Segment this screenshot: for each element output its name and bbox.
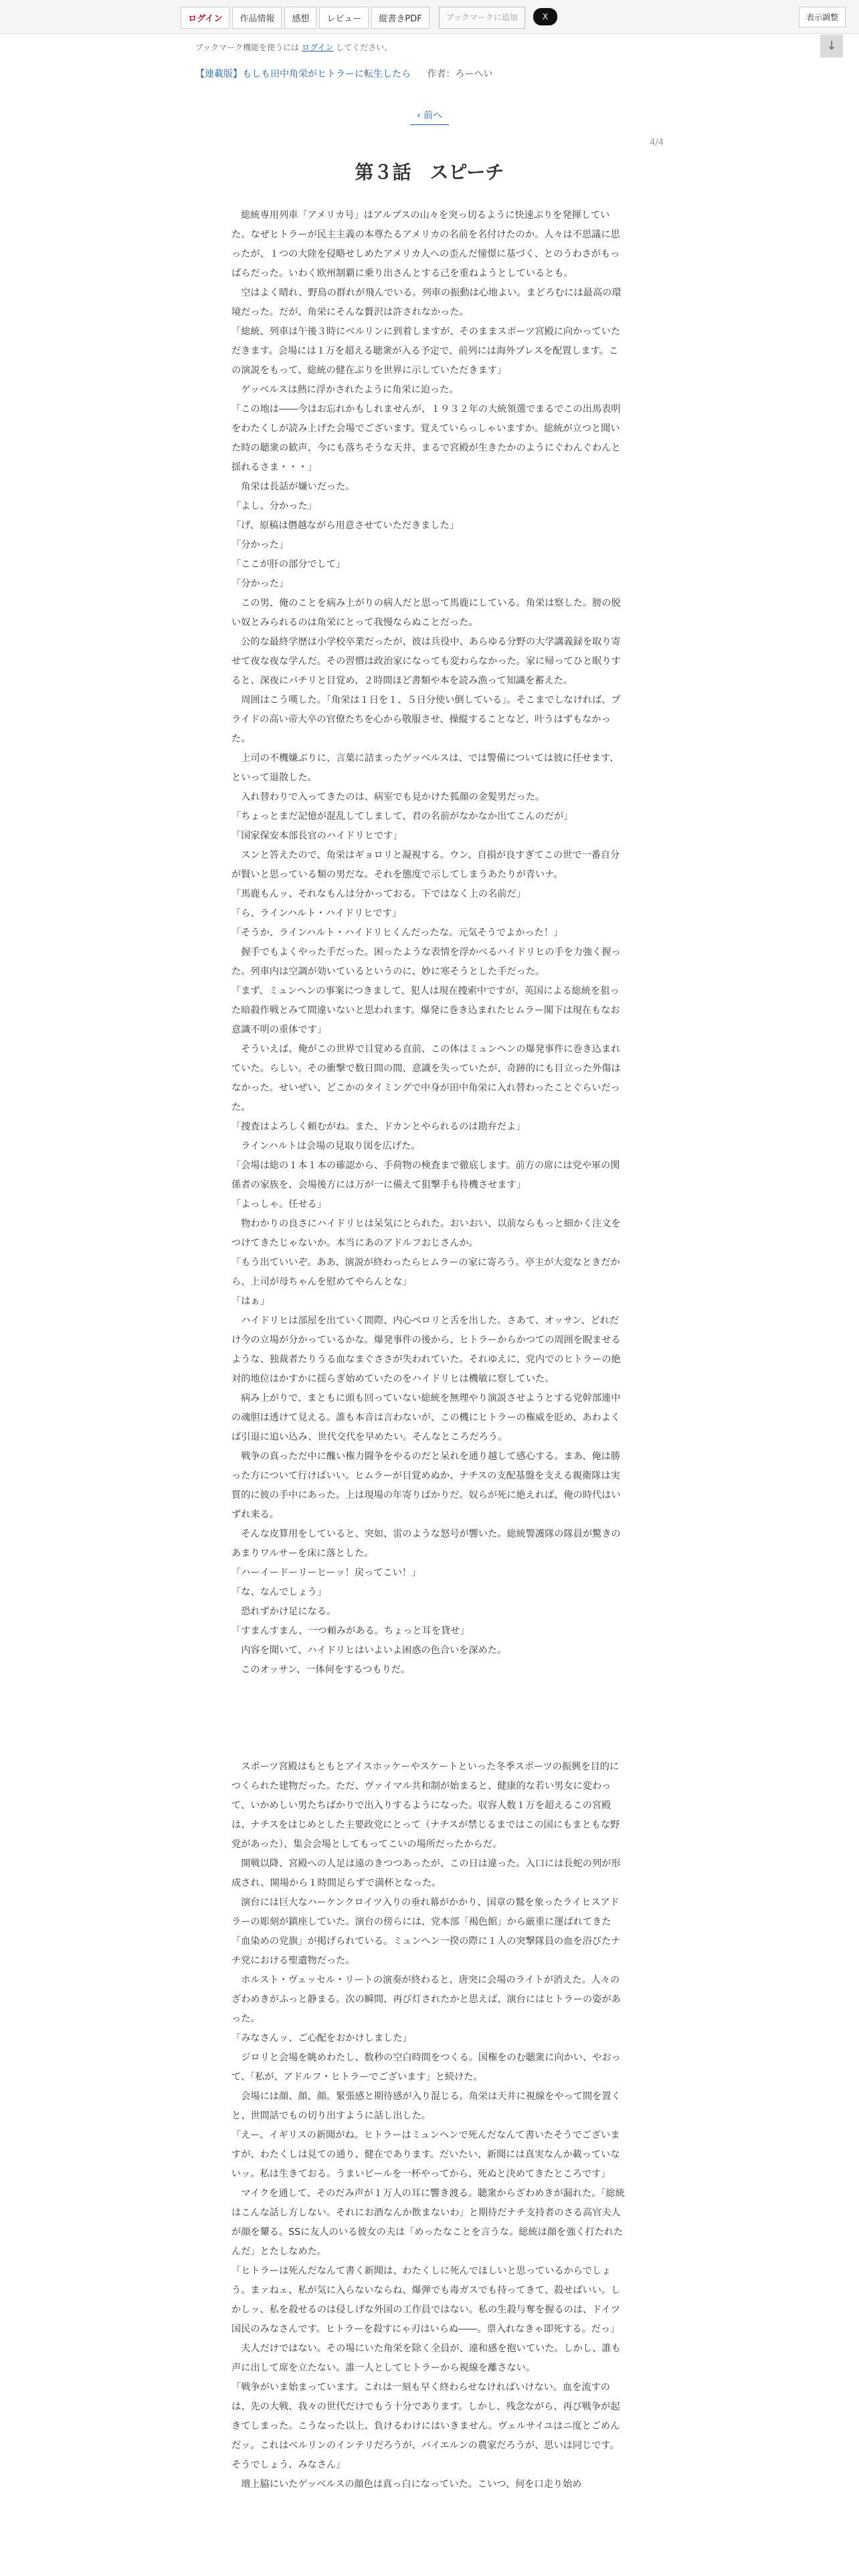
header-nav bbox=[181, 7, 557, 29]
feedback-link[interactable]: 感想 bbox=[284, 7, 316, 29]
body-paragraph: ホルスト・ヴェッセル・リートの演奏が終わると、唐突に会場のライトが消えた。人々のざわめきがふっと静まる。次の瞬間、再び灯されたかと思えば、演台にはヒトラーの姿があった。 bbox=[231, 1975, 621, 2024]
body-paragraph: ハイドリヒは部屋を出ていく間際、内心ペロリと舌を出した。さあて、オッサン、どれだけ今の立場が分かっているかな。爆発事件の後から、ヒトラーからかつての周囲を睨ませるような、独裁者たりうる血なまぐささが失われていた。それゆえに、党内でのヒトラーの絶対的地位はかすかに揺らぎ始めていたのをハイドリヒは機敏に察していた。 bbox=[231, 1315, 621, 1384]
prev-nav bbox=[0, 108, 859, 125]
body-paragraph: 「そうか、ラインハルト・ハイドリヒくんだったな。元気そうでよかった！」 bbox=[231, 928, 563, 938]
body-paragraph: 「ちょっとまだ記憶が混乱してしまして、君の名前がなかなか出てこんのだが」 bbox=[231, 811, 573, 822]
body-paragraph: マイクを通して、そのだみ声が１万人の耳に響き渡る。聴衆からざわめきが漏れた。「総統はこんな話し方しない。それにお酒なんか飲まないわ」と期待だナチ支持者のさる高官夫人が顔を顰る。SSに友人のいる彼女の夫は「めったなことを言うな。総統は顔を強く打たれたんだ」とたしなめた。 bbox=[231, 2188, 625, 2257]
review-link[interactable]: レビュー bbox=[319, 7, 369, 29]
body-paragraph: 入れ替わりで入ってきたのは、病室でも見かけた狐顔の金髪男だった。 bbox=[231, 792, 545, 802]
author-name: 作者：ろーへい bbox=[427, 69, 493, 80]
body-paragraph: 「ヒトラーは死んだなんて書く新聞は、わたくしに死んでほしいと思っているからでしょう。まァねェ、私が気に入らないならね、爆弾でも毒ガスでも持ってきて、殺せばいい。しかしッ、私を殺せるのは侵しげな外国の工作員ではない。私の生殺与奪を握るのは、ドイツ国民のみなさんです。ヒトラーを殺すにゃ刃はいらぬ――。票入れなきゃ即死する。だっ」 bbox=[231, 2266, 621, 2335]
body-paragraph: この男、俺のことを病み上がりの病人だと思って馬鹿にしている。角栄は察した。膀の脱い奴とみられるのは角栄にとって我慢ならぬことだった。 bbox=[231, 598, 621, 628]
body-paragraph: 開戦以降、宮殿への人足は遠のきつつあったが、この日は違った。入口には長蛇の列が形成され、開場から１時間足らずで満杯となった。 bbox=[231, 1858, 621, 1889]
body-paragraph: スンと答えたので、角栄はギョロリと凝視する。ウン、自損が良すぎてこの世で一番自分が賢いと思っている類の男だな。それを態度で示してしまうあたりが青いナ。 bbox=[231, 850, 620, 880]
body-paragraph: 「会場は総の１本１本の確認から、手荷物の検査まで徹底します。前方の席には党や軍の関係者の家族を、会場後方には万が一に備えて狙撃手も待機させます」 bbox=[231, 1160, 620, 1190]
scroll-down-button[interactable] bbox=[820, 35, 843, 58]
body-paragraph: 握手でもよくやった手だった。困ったような表情を浮かべるハイドリヒの手を力強く握った。列車内は空調が効いているというのに、妙に寒そうとした手だった。 bbox=[231, 947, 621, 977]
login-hint-link[interactable]: ログイン bbox=[301, 43, 334, 52]
body-paragraph: 「もう出ていいぞ。ああ、演説が終わったらヒムラーの家に寄ろう。亭主が大変なときだから、上司が母ちゃんを慰めてやらんとな」 bbox=[231, 1257, 620, 1287]
body-paragraph: 「国家保安本部長官のハイドリヒです」 bbox=[231, 831, 403, 841]
body-paragraph: 会場には顔、顔、顔。緊張感と期待感が入り混じる。角栄は天井に視線をやって間を置くと、世間話でもの切り出すように話し出した。 bbox=[231, 2091, 621, 2121]
body-paragraph: 「よし、分かった」 bbox=[231, 501, 317, 512]
body-part-2 bbox=[231, 1757, 626, 2494]
body-paragraph: 「えー、イギリスの新聞がね。ヒトラーはミュンヘンで死んだなんて書いたそうでございますが、わたくしは見ての通り、健在であります。だいたい、新聞には真実なんか載っていないッ。私は生きておる。うまいビールを一杯やってから、死ぬと決めてきたところです」 bbox=[231, 2130, 620, 2179]
x-share-button[interactable]: X bbox=[533, 8, 557, 25]
body-paragraph: 物わかりの良さにハイドリヒは呆気にとられた。おいおい、以前ならもっと細かく注文をつけてきたじゃないか。本当にあのアドルフおじさんか。 bbox=[231, 1218, 621, 1249]
body-paragraph: 「ハーイードーリーヒーッ！戻ってこい！」 bbox=[231, 1568, 421, 1578]
body-paragraph: 「ら、ラインハルト・ハイドリヒです」 bbox=[231, 908, 401, 919]
body-paragraph: 「捜査はよろしく頼むがね。また、ドカンとやられるのは勘弁だよ」 bbox=[231, 1121, 526, 1132]
body-paragraph: 「分かった」 bbox=[231, 540, 289, 550]
add-bookmark-button[interactable]: ブックマークに追加 bbox=[439, 7, 525, 29]
body-paragraph: 角栄は長話が嫌いだった。 bbox=[231, 481, 355, 492]
body-paragraph: 「戦争がいま始まっています。これは一刻も早く終わらせなければいけない。血を流すのは、先の大戦、我々の世代だけでもう十分であります。しかし、残念ながら、再び戦争が起きてしまった。こうなった以上、負けるわけにはいきません。ヴェルサイユはニ度とごめんだッ。これはベルリンのインテリだろうが、バイエルンの農家だろうが、思いは同じです。そうでしょう、みなさん」 bbox=[231, 2382, 620, 2470]
body-paragraph: このオッサン、一体何をするつもりだ。 bbox=[231, 1665, 411, 1675]
work-header bbox=[195, 67, 492, 80]
body-paragraph: ゲッベルスは熱に浮かされたように角栄に迫った。 bbox=[231, 385, 459, 395]
body-paragraph: 「げ、原稿は僭越ながら用意させていただきました」 bbox=[231, 520, 459, 531]
body-paragraph: 夫人だけではない。その場にいた角栄を除く全員が、違和感を抱いていた。しかし、誰も声に出して席を立たない。誰一人としてヒトラーから視線を離さない。 bbox=[231, 2343, 621, 2373]
body-paragraph: 総統専用列車「アメリカ号」はアルプスの山々を突っ切るように快速ぶりを発揮していた。なぜヒトラーが民主主義の本尊たるアメリカの名前を名付けたのか。人々は不思議に思ったが、１つの大陸を侵略せしめたアメリカ人への歪んだ憧憬に基づく、とのうわさがもっぱらだった。いわく欧州制覇に乗り出さんとする己を重ねようとしているとも。 bbox=[231, 210, 620, 279]
display-settings-button[interactable]: 表示調整 bbox=[799, 7, 846, 27]
body-paragraph: 「みなさんッ、ご心配をおかけしました」 bbox=[231, 2033, 412, 2044]
body-paragraph: 病み上がりで、まともに頭も回っていない総統を無理やり演説させようとする党幹部連中の魂胆は透けて見える。誰も本音は言わないが、この機にヒトラーの権威を貶め、あわよくば引退に追い込み、世代交代を早めたい。そんなところだろう。 bbox=[231, 1393, 621, 1442]
section-spacer bbox=[231, 1680, 626, 1757]
vertical-pdf-link[interactable]: 縦書きPDF bbox=[371, 7, 429, 29]
body-paragraph: 戦争の真っただ中に醜い権力闘争をやるのだと呆れを通り越して感心する。まあ、俺は勝った方について行けばいい。ヒムラーが目覚めぬか、ナチスの支配基盤を支える親衛隊は実質的に彼の手中にあった。上は現場の年寄りばかりだ。奴らが死に絶えれば、俺の時代はいずれ来る。 bbox=[231, 1451, 621, 1520]
body-paragraph: 恐れずかけ足になる。 bbox=[231, 1606, 337, 1617]
body-paragraph: 「馬鹿もんッ、それなもんは分かっておる。下ではなく上の名前だ」 bbox=[231, 889, 526, 899]
body-paragraph: 「すまんすまん、一つ頼みがある。ちょっと耳を貸せ」 bbox=[231, 1626, 470, 1636]
body-paragraph: ジロリと会場を眺めわたし、数秒の空白時間をつくる。国権をのむ聴衆に向かい、やおって、「私が、アドルフ・ヒトラーでございます」と続けた。 bbox=[231, 2052, 621, 2082]
body-part-1 bbox=[231, 206, 626, 1680]
body-paragraph: ラインハルトは会場の見取り図を広げた。 bbox=[231, 1141, 421, 1152]
prev-page-link[interactable]: ‹ 前へ bbox=[410, 108, 449, 125]
body-paragraph: 「ここが肝の部分でして」 bbox=[231, 559, 346, 570]
body-paragraph: 「この地は――今はお忘れかもしれませんが、１９３２年の大統領選でまるでこの出馬表明をわたくしが読み上げた会場でございます。覚えていらっしゃいますか。総統が立つと聞いた時の聴衆の歓声、今にも落ちそうな天井、まるで宮殿が生きたかのようにぐわんぐわんと揺れるさま・・・」 bbox=[231, 404, 621, 473]
body-paragraph: 演台には巨大なハーケンクロイツ入りの垂れ幕がかかり、国章の鷲を象ったライヒスアドラーの彫刻が鎮座していた。演台の傍らには、党本部「褐色館」から厳重に運ばれてきた「血染めの党旗」が掲げられている。ミュンヘン一揆の際に１人の突撃隊員の血を浴びたナチ党における聖遺物だった。 bbox=[231, 1897, 621, 1966]
novel-body bbox=[231, 206, 626, 2494]
login-link[interactable]: ログイン bbox=[181, 7, 229, 29]
page-counter: 4/4 bbox=[650, 138, 664, 148]
login-hint: ブックマーク機能を使うには ログイン してください。 bbox=[195, 43, 393, 52]
body-paragraph: 公的な最終学歴は小学校卒業だったが、彼は兵役中、あらゆる分野の大学講義録を取り寄せて夜な夜な学んだ。その習慣は政治家になっても変わらなかった。家に帰ってひと眠りすると、深夜にパチリと目覚め、２時間ほど書類や本を読み漁って知識を蓄えた。 bbox=[231, 637, 621, 686]
body-paragraph: 空はよく晴れ、野鳥の群れが飛んでいる。列車の振動は心地よい。まどろむには最高の環境だった。だが、角栄にそんな贅沢は許されなかった。 bbox=[231, 288, 622, 318]
body-paragraph: 周囲はこう嘆した。「角栄は１日を１、５日分使い倒している」。そこまでしなければ、プライドの高い帝大卒の官僚たちを心から敬服させ、操縦することなど、叶うはずもなかった。 bbox=[231, 695, 621, 744]
chapter-title: 第３話 スピーチ bbox=[355, 161, 504, 183]
body-paragraph: そういえば、俺がこの世界で目覚める直前、この体はミュンヘンの爆発事件に巻き込まれていた。らしい。その衝撃で数日間の間、意識を失っていたが、奇跡的にも目立った外傷はなかった。せいぜい、どこかのタイミングで中身が田中角栄に入れ替わったことぐらいだった。 bbox=[231, 1044, 621, 1113]
arrow-down-icon: ↓ bbox=[826, 39, 837, 53]
body-paragraph: 「総統、列車は午後３時にベルリンに到着しますが、そのままスポーツ宮殿に向かっていただきます。会場には１万を超える聴衆が入る予定で、前列には海外プレスを配置します。この演説をもって、総統の健在ぶりを世界に示していただきます」 bbox=[231, 326, 621, 376]
body-paragraph: 「はぁ」 bbox=[231, 1296, 270, 1307]
work-info-link[interactable]: 作品情報 bbox=[232, 7, 282, 29]
top-bar bbox=[0, 0, 859, 34]
body-paragraph: 「な、なんでしょう」 bbox=[231, 1587, 326, 1598]
work-title-link[interactable]: 【連載版】もしも田中角栄がヒトラーに転生したら bbox=[195, 69, 411, 80]
body-paragraph: 壇上脇にいたゲッベルスの顔色は真っ白になっていた。こいつ、何を口走り始め bbox=[231, 2479, 582, 2490]
body-paragraph: そんな皮算用をしていると、突如、雷のような怒号が響いた。総統警護隊の隊員が驚きのあまりワルサーを床に落とした。 bbox=[231, 1529, 621, 1559]
body-paragraph: 「分かった」 bbox=[231, 578, 289, 589]
body-paragraph: 上司の不機嫌ぶりに、言葉に詰まったゲッベルスは、では警備については彼に任せます、といって退散した。 bbox=[231, 753, 619, 783]
body-paragraph: 「まず、ミュンヘンの事案につきまして、犯人は現在捜索中ですが、英国による総統を狙った暗殺作戦とみて間違いないと思われます。爆発に巻き込まれたヒムラー閣下は現在もなお意識不明の重体です」 bbox=[231, 986, 620, 1035]
body-paragraph: スポーツ宮殿はもともとアイスホッケーやスケートといった冬季スポーツの振興を目的につくられた建物だった。ただ、ヴァイマル共和制が始まると、健康的な若い男女に変わって、いかめしい男たちばかりで出入りするようになった。収容人数１万を超えるこの宮殿は、ナチスをはじめとした主要政党にとって（ナチスが禁じるまではこの国にもまともな野党があった）、集会会場としてもってこいの場所だったからだ。 bbox=[231, 1761, 620, 1850]
body-paragraph: 「よっしゃ。任せる」 bbox=[231, 1199, 326, 1210]
body-paragraph: 内容を聞いて、ハイドリヒはいよいよ困惑の色合いを深めた。 bbox=[231, 1645, 507, 1656]
